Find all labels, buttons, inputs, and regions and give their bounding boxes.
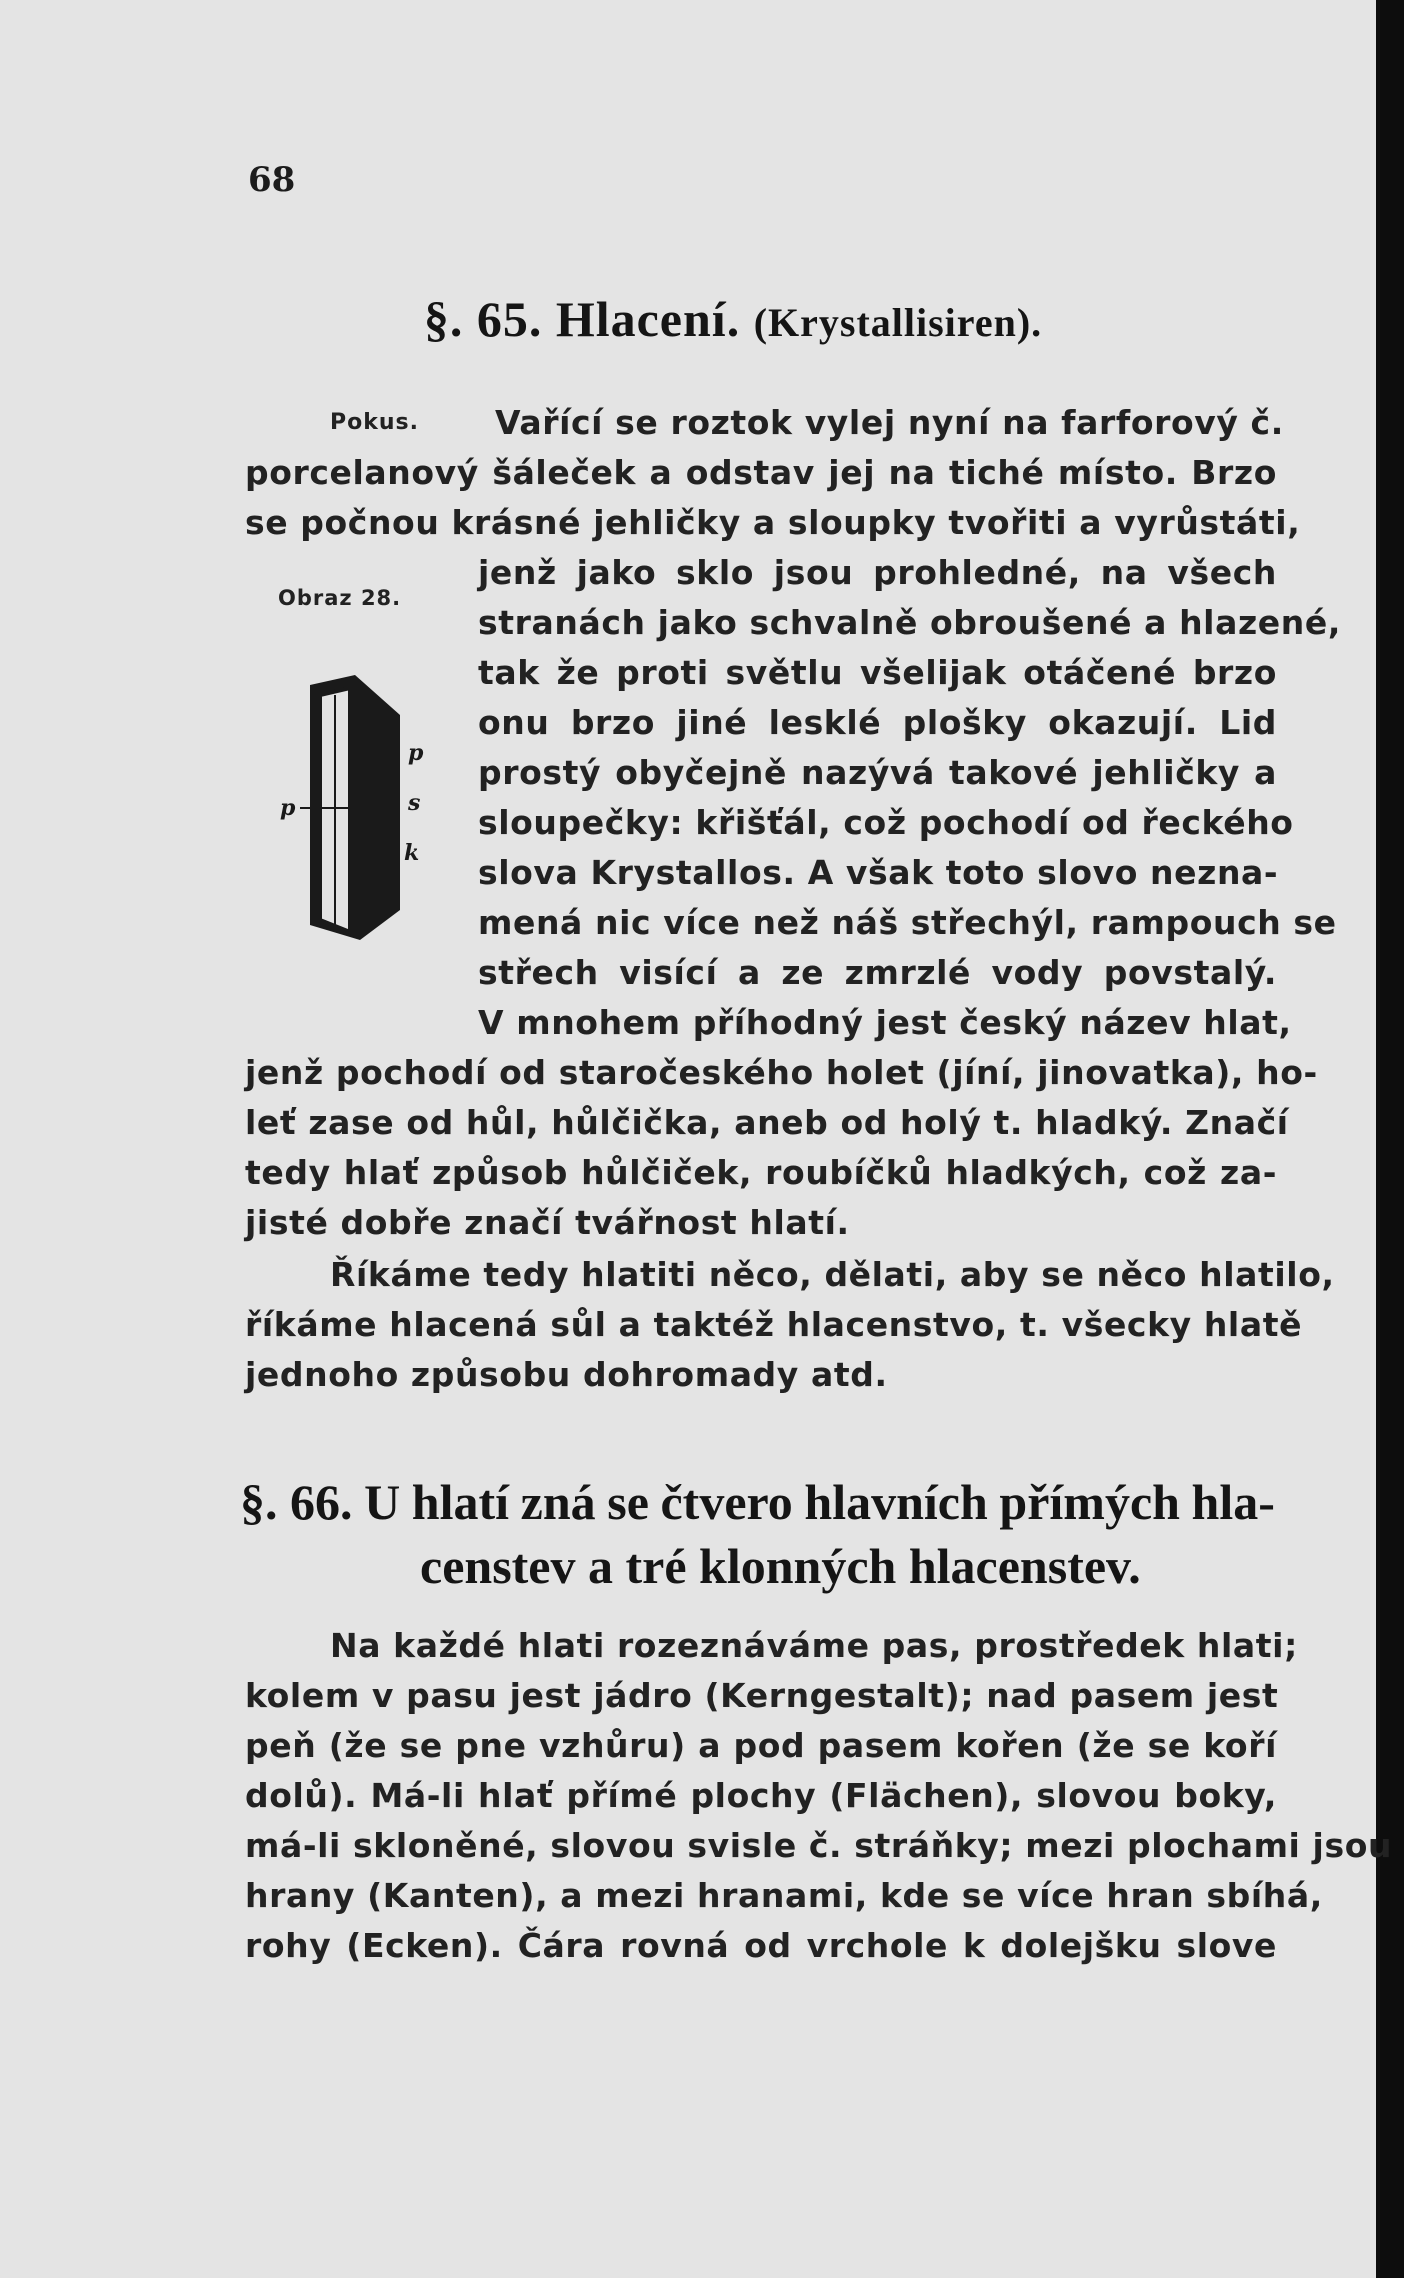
text-line: porcelanový šáleček a odstav jej na tiché místo. Brzo [245, 453, 1277, 492]
section-66-number: §. 66. [240, 1474, 353, 1530]
page-number: 68 [248, 160, 296, 200]
section-66-heading [240, 1470, 1275, 1598]
text-line: kolem v pasu jest jádro (Kerngestalt); nad pasem jest [245, 1676, 1279, 1715]
section-66-line-1 [240, 1470, 1275, 1534]
text-line: jisté dobře značí tvářnost hlatí. [245, 1203, 850, 1242]
heading-word: U [364, 1474, 401, 1530]
section-66-line-2: censtev a tré klonných hlacenstev. [420, 1538, 1141, 1594]
text-line: střech visící a ze zmrzlé vody povstalý. [478, 953, 1277, 992]
text-line: hrany (Kanten), a mezi hranami, kde se více hran sbíhá, [245, 1876, 1323, 1915]
text-line: se počnou krásné jehličky a sloupky tvořiti a vyrůstáti, [245, 503, 1301, 542]
heading-word: čtvero [660, 1474, 793, 1530]
text-line: peň (že se pne vzhůru) a pod pasem kořen (že se koří [245, 1726, 1277, 1765]
text-line: tak že proti světlu všelijak otáčené brzo [478, 653, 1277, 692]
text-line: jenž pochodí od staročeského holet (jíní, jinovatka), ho- [245, 1053, 1318, 1092]
text-line: onu brzo jiné lesklé plošky okazují. Lid [478, 703, 1277, 742]
text-line: jenž jako sklo jsou prohledné, na všech [478, 553, 1277, 592]
text-line: tedy hlať způsob hůlčiček, roubíčků hladkých, což za- [245, 1153, 1277, 1192]
text-line: slova Krystallos. A však toto slovo nezna- [478, 853, 1279, 892]
heading-word: hlavních [804, 1474, 988, 1530]
figure-letter-p-left: p [280, 795, 296, 821]
figure-label: Obraz 28. [278, 586, 402, 610]
section-65-german: (Krystallisiren). [753, 300, 1043, 345]
text-line: prostý obyčejně nazývá takové jehličky a [478, 753, 1277, 792]
section-65-title: Hlacení. [555, 291, 741, 347]
heading-word: hla- [1191, 1474, 1275, 1530]
text-line: Vařící se roztok vylej nyní na farforový č. [495, 403, 1284, 442]
heading-word: přímých [999, 1474, 1180, 1530]
text-line: říkáme hlacená sůl a taktéž hlacenstvo, t. všecky hlatě [245, 1305, 1303, 1344]
text-line: dolů). Má-li hlať přímé plochy (Flächen), slovou boky, [245, 1776, 1277, 1815]
pokus-label: Pokus. [330, 410, 419, 435]
text-line: rohy (Ecken). Čára rovná od vrchole k dolejšku slove [245, 1926, 1277, 1965]
figure-letter-k: k [404, 840, 420, 866]
heading-word: se [607, 1474, 649, 1530]
heading-word: zná [520, 1474, 596, 1530]
figure-letter-s: s [408, 790, 421, 816]
heading-word: hlatí [411, 1474, 510, 1530]
text-line: sloupečky: křišťál, což pochodí od řeckého [478, 803, 1294, 842]
text-line: stranách jako schvalně obroušené a hlazené, [478, 603, 1341, 642]
text-line: jednoho způsobu dohromady atd. [245, 1355, 888, 1394]
crystal-figure [270, 670, 430, 950]
text-line: Říkáme tedy hlatiti něco, dělati, aby se něco hlatilo, [330, 1255, 1335, 1294]
figure-letter-p-right: p [408, 740, 424, 766]
text-line: má-li skloněné, slovou svisle č. stráňky; mezi plochami jsou [245, 1826, 1393, 1865]
text-line: leť zase od hůl, hůlčička, aneb od holý t. hladký. Značí [245, 1103, 1289, 1142]
section-65-heading [0, 290, 1376, 348]
section-65-number: §. 65. [423, 291, 543, 347]
text-line: mená nic více než náš střechýl, rampouch se [478, 903, 1337, 942]
text-line: Na každé hlati rozeznáváme pas, prostředek hlati; [330, 1626, 1298, 1665]
text-line: V mnohem příhodný jest český název hlat, [478, 1003, 1292, 1042]
